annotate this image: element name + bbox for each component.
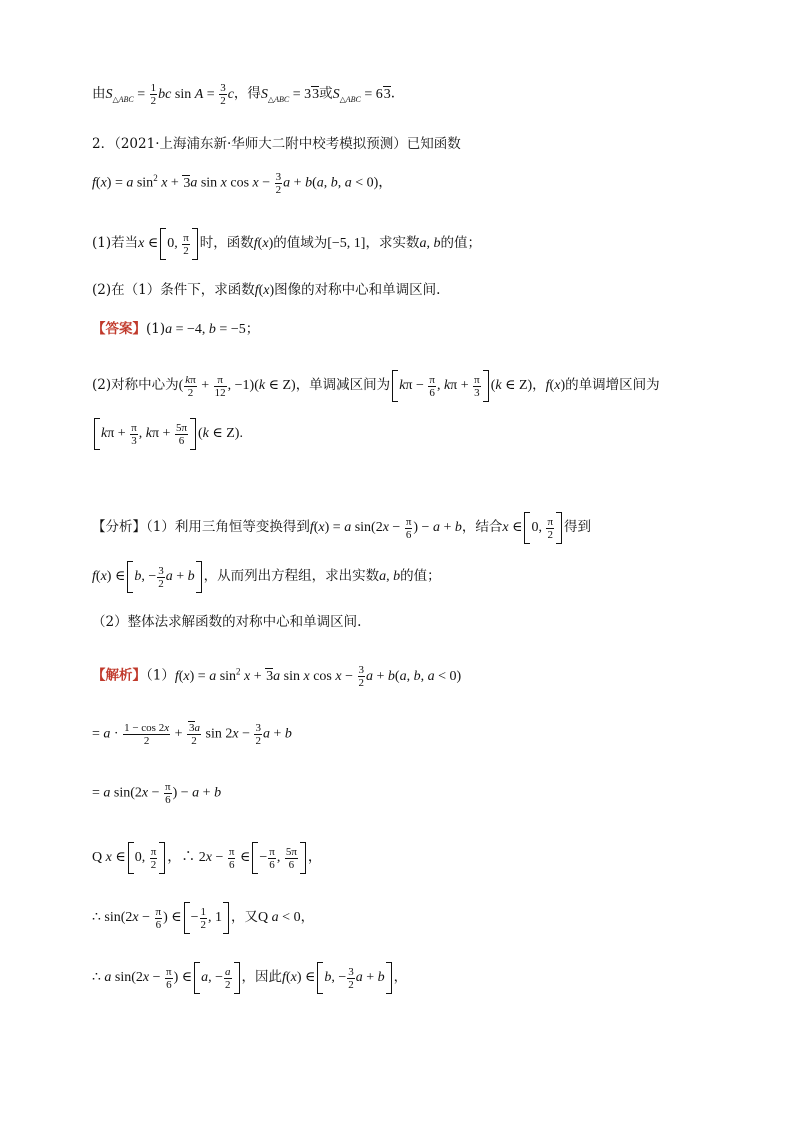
solution-line-2: = a · $\frac{1 - \cos 2x}{2}$ + $\frac{3a}{2}$ sin 2x − $\frac{3}{2}$ a + b <box>92 722 292 747</box>
area-value-1: $S_{\triangle ABC} = 33$ <box>260 86 320 104</box>
answer-tag: 【答案】 <box>92 321 146 337</box>
function-definition: f(x) = a $\sin^2 x + 3a$ sin x cos x − $\frac{3}{2}$ a + b(a, b, a < 0)， <box>92 170 393 196</box>
area-value-2: $S_{\triangle ABC} = 63$ <box>332 86 391 104</box>
analysis-line-2: f(x) ∈ b, − $\frac{3}{2}$ a + b ，从而列出方程组，求出实数a, b的值； <box>92 561 441 593</box>
answer-increasing-interval: kπ + $\frac{\pi}{3}$ , kπ + $\frac{5\pi}{6}$ (k ∈ Z). <box>92 418 243 450</box>
answer-part-2: (2)对称中心为( $\frac{k\pi}{2}$ + $\frac{\pi}{12}$ , −1)(k ∈ Z)，单调减区间为 kπ − $\frac{\pi}{6}$ , kπ + $\frac{\pi}{3}$ (k ∈ Z)，f(x)的单调增区间为 <box>92 370 660 402</box>
analysis-tag: 【分析】 <box>92 519 146 536</box>
question-2: (2)在（1）条件下，求函数f(x)图像的对称中心和单调区间. <box>92 282 441 298</box>
problem-header: 2．（2021·上海浦东新·华师大二附中校考模拟预测）已知函数 <box>92 136 461 152</box>
solution-line-5: ∴ sin(2x − $\frac{\pi}{6}$ ) ∈ − $\frac{1}{2}$ , 1 ，又Q a < 0， <box>92 902 314 934</box>
analysis-line-1: 【分析】（1）利用三角恒等变换得到f(x) = a sin(2x − $\frac{\pi}{6}$ ) − a + b，结合x ∈ 0, $\frac{\pi}{2}$ 得到 <box>92 512 591 544</box>
analysis-line-3: （2）整体法求解函数的对称中心和单调区间. <box>92 614 362 630</box>
area-result-line: 由$S_{\triangle ABC}$ = $\frac{1}{2}$ bc sin A = $\frac{3}{2}$ c，得$S_{\triangle ABC} = 33$或$S_{\triangle ABC} = 63$. <box>92 82 396 107</box>
solution-line-1: 【解析】（1）f(x) = a $\sin^2 x + 3a$ sin x cos x − $\frac{3}{2}$ a + b(a, b, a < 0) <box>92 663 462 689</box>
solution-line-3: = a sin(2x − $\frac{\pi}{6}$ ) − a + b <box>92 781 222 806</box>
solution-line-4: Q x ∈ 0, $\frac{\pi}{2}$ ，∴ 2x − $\frac{\pi}{6}$ ∈ − $\frac{\pi}{6}$ , $\frac{5\pi}{6}$ ， <box>92 842 322 874</box>
area-formula: $S_{\triangle ABC}$ = $\frac{1}{2}$ bc sin A = $\frac{3}{2}$ c <box>105 82 234 107</box>
question-1: (1)若当x ∈ 0, $\frac{\pi}{2}$ 时，函数f(x)的值域为[−5, 1]，求实数a, b的值； <box>92 228 481 260</box>
solution-tag: 【解析】 <box>92 667 146 684</box>
solution-line-6: ∴ a sin(2x − $\frac{\pi}{6}$ ) ∈ a, − $\frac{a}{2}$ ，因此f(x) ∈ b, − $\frac{3}{2}$ a + b ， <box>92 962 407 994</box>
answer-part-1: 【答案】(1)a = −4, b = −5； <box>92 321 260 337</box>
